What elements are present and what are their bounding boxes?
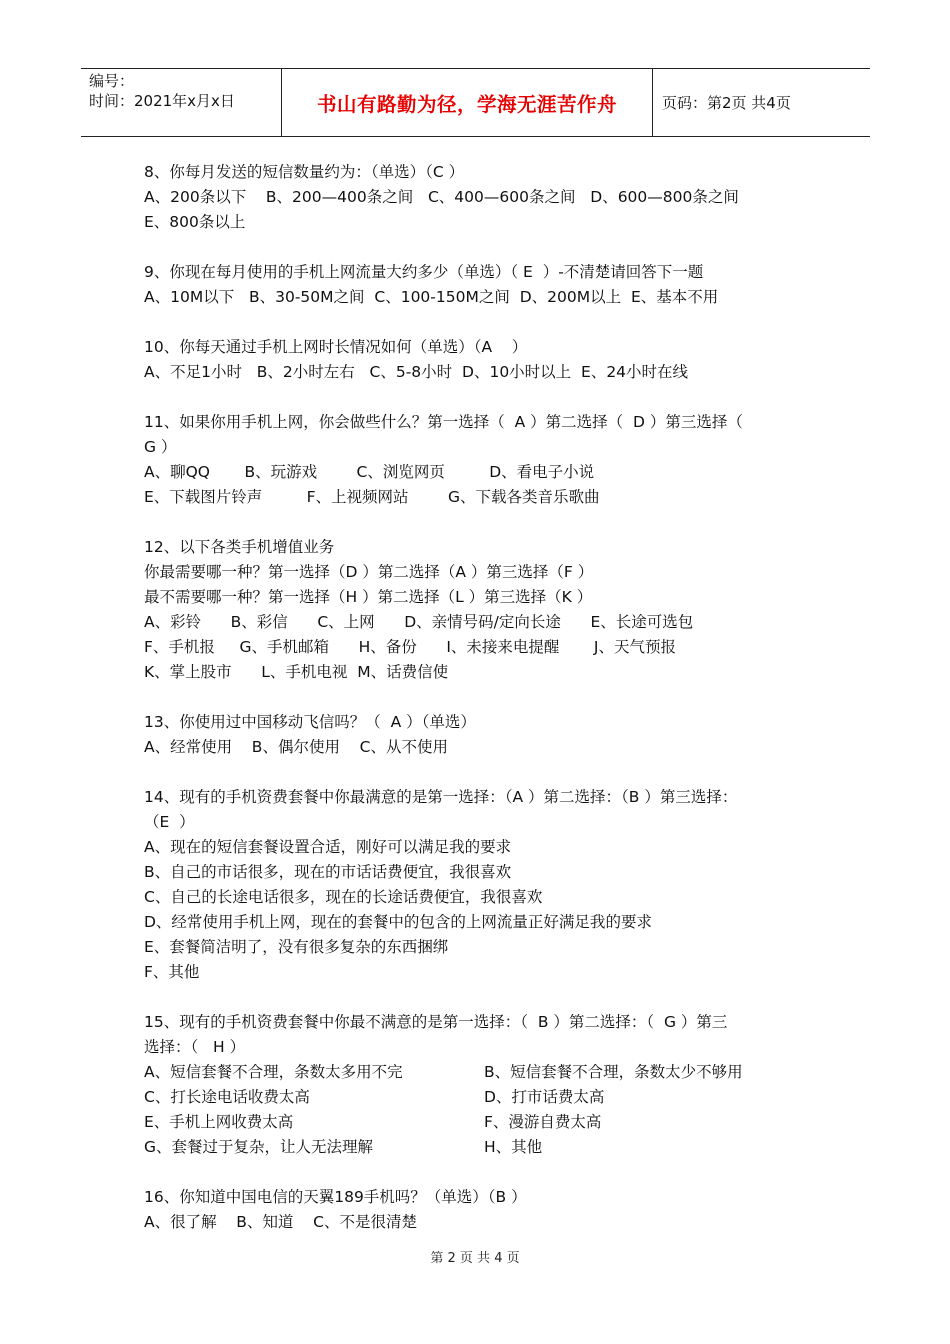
question-text: 16、你知道中国电信的天翼189手机吗？（单选）（B ） <box>144 1188 527 1206</box>
option-row <box>144 1085 824 1110</box>
header-motto: 书山有路勤为径，学海无涯苦作舟 <box>316 92 617 116</box>
question-block <box>144 1010 824 1160</box>
question-text: 12、以下各类手机增值业务 <box>144 538 335 556</box>
question-line: 你最需要哪一种？第一选择（D ）第二选择（A ）第三选择（F ） <box>144 563 594 581</box>
question-line: G ） <box>144 438 177 456</box>
question-line: E、800条以上 <box>144 213 246 231</box>
option-text: F、漫游自费太高 <box>484 1113 602 1131</box>
header-motto-cell <box>282 69 653 136</box>
question-text: 8、你每月发送的短信数量约为：（单选）（C ） <box>144 163 465 181</box>
option-text: B、短信套餐不合理，条数太少不够用 <box>484 1063 743 1081</box>
question-line: 最不需要哪一种？第一选择（H ）第二选择（L ）第三选择（K ） <box>144 588 593 606</box>
question-line: A、聊QQ B、玩游戏 C、浏览网页 D、看电子小说 <box>144 463 595 481</box>
question-block <box>144 535 824 685</box>
question-block <box>144 785 824 985</box>
option-text: G、套餐过于复杂，让人无法理解 <box>144 1138 374 1156</box>
question-block <box>144 160 824 235</box>
question-line: E、下载图片铃声 F、上视频网站 G、下载各类音乐歌曲 <box>144 488 600 506</box>
question-text: 14、现有的手机资费套餐中你最满意的是第一选择：（A ）第二选择：（B ）第三选择： <box>144 788 738 806</box>
question-block <box>144 410 824 510</box>
option-text: D、打市话费太高 <box>484 1088 605 1106</box>
question-block <box>144 1185 824 1235</box>
question-text: 15、现有的手机资费套餐中你最不满意的是第一选择：（ B ）第二选择：（ G ）第三 <box>144 1013 728 1031</box>
header-meta <box>81 69 282 136</box>
question-text: 10、你每天通过手机上网时长情况如何（单选）（A ） <box>144 338 528 356</box>
question-block <box>144 335 824 385</box>
question-line: A、现在的短信套餐设置合适，刚好可以满足我的要求 <box>144 838 512 856</box>
question-block <box>144 260 824 310</box>
document-number-label: 编号： <box>89 72 135 90</box>
option-text: A、短信套餐不合理，条数太多用不完 <box>144 1063 403 1081</box>
question-line: （E ） <box>144 813 195 831</box>
question-line: C、自己的长途电话很多，现在的长途话费便宜，我很喜欢 <box>144 888 543 906</box>
document-date-label: 时间：2021年x月x日 <box>89 92 235 110</box>
question-text: 11、如果你用手机上网，你会做些什么？第一选择（ A ）第二选择（ D ）第三选择（ <box>144 413 743 431</box>
header-page-info: 页码：第2页 共4页 <box>662 94 791 112</box>
question-text: 9、你现在每月使用的手机上网流量大约多少（单选）（ E ）-不清楚请回答下一题 <box>144 263 704 281</box>
question-line: F、手机报 G、手机邮箱 H、备份 I、未接来电提醒 J、天气预报 <box>144 638 676 656</box>
question-line: A、彩铃 B、彩信 C、上网 D、亲情号码/定向长途 E、长途可选包 <box>144 613 694 631</box>
page-header <box>81 68 870 137</box>
question-line: A、不足1小时 B、2小时左右 C、5-8小时 D、10小时以上 E、24小时在线 <box>144 363 689 381</box>
option-row <box>144 1135 824 1160</box>
option-row <box>144 1110 824 1135</box>
questionnaire-body <box>144 160 824 1260</box>
page-footer: 第 2 页 共 4 页 <box>430 1251 520 1266</box>
question-line: A、10M以下 B、30-50M之间 C、100-150M之间 D、200M以上 E、基本不用 <box>144 288 719 306</box>
question-block <box>144 710 824 760</box>
question-line: E、套餐简洁明了，没有很多复杂的东西捆绑 <box>144 938 449 956</box>
question-line: F、其他 <box>144 963 200 981</box>
question-line: A、200条以下 B、200—400条之间 C、400—600条之间 D、600—800条之间 <box>144 188 739 206</box>
option-row <box>144 1060 824 1085</box>
question-line: A、很了解 B、知道 C、不是很清楚 <box>144 1213 417 1231</box>
question-line: K、掌上股市 L、手机电视 M、话费信使 <box>144 663 449 681</box>
option-text: C、打长途电话收费太高 <box>144 1088 310 1106</box>
question-line: 选择：（ H ） <box>144 1038 246 1056</box>
option-text: H、其他 <box>484 1138 543 1156</box>
question-line: D、经常使用手机上网，现在的套餐中的包含的上网流量正好满足我的要求 <box>144 913 652 931</box>
option-text: E、手机上网收费太高 <box>144 1113 294 1131</box>
question-text: 13、你使用过中国移动飞信吗？（ A ）（单选） <box>144 713 476 731</box>
question-line: B、自己的市话很多，现在的市话话费便宜，我很喜欢 <box>144 863 512 881</box>
question-line: A、经常使用 B、偶尔使用 C、从不使用 <box>144 738 448 756</box>
